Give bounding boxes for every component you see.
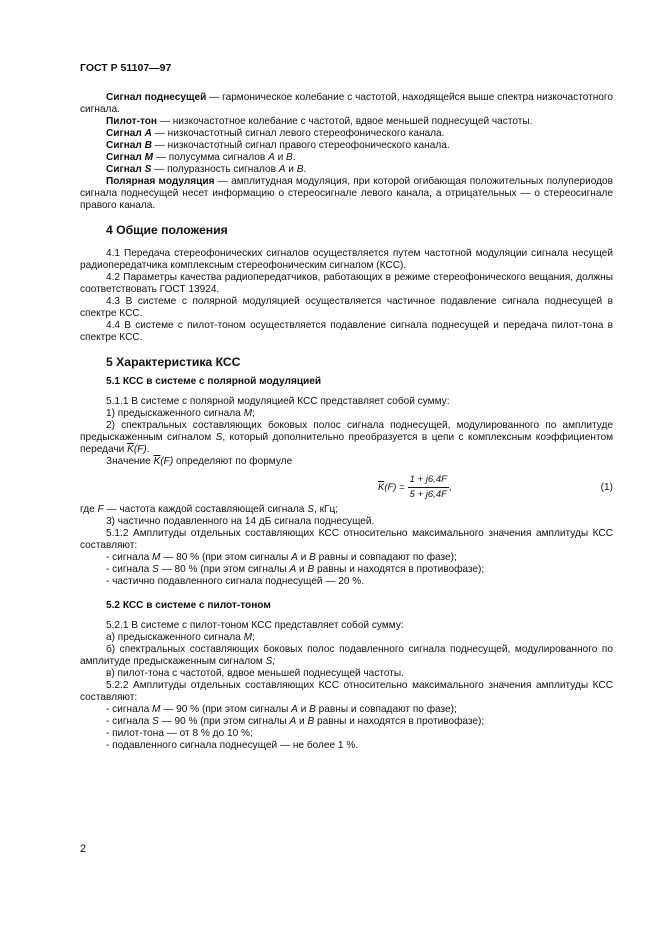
formula-denominator: 5 + j6,4F — [409, 489, 447, 500]
formula-k-symbol: $\overline{K}$ — [378, 481, 385, 493]
standard-code-header: ГОСТ Р 51107—97 — [80, 62, 172, 74]
paragraph-4-3: 4.3 В системе с полярной модуляцией осуществляется частичное подавление сигнала поднесущей в спектре КСС. — [80, 296, 613, 319]
section-4-heading: 4 Общие положения — [106, 223, 228, 237]
formula-numerator: 1 + j6,4F — [408, 474, 449, 488]
formula-number: (1) — [600, 482, 613, 493]
list-item-5-1-2-s: - сигнала S — 80 % (при этом сигналы А и В равны и находятся в противофазе); — [106, 564, 485, 575]
definition-signal-a: Сигнал А — низкочастотный сигнал левого стереофонического канала. — [106, 128, 445, 139]
list-item-5-1-1-3: 3) частично подавленного на 14 дБ сигнала поднесущей. — [106, 516, 375, 527]
paragraph-4-2: 4.2 Параметры качества радиопередатчиков, работающих в режиме стереофонического вещания, должны соответствовать ГОСТ 13924. — [80, 272, 613, 295]
definition-signal-s: Сигнал S — полуразность сигналов А и В. — [106, 164, 307, 175]
definition-subcarrier: Сигнал поднесущей — гармоническое колебание с частотой, находящейся выше спектра низкочастотного сигнала. — [80, 92, 613, 115]
paragraph-4-1: 4.1 Передача стереофонических сигналов осуществляется путем частотной модуляции сигнала несущей радиопередатчика комплексным стереофоническим сигналом (КСС). — [80, 248, 613, 271]
list-item-5-1-2-sub: - частично подавленного сигнала поднесущей — 20 %. — [106, 576, 365, 587]
section-5-1-heading: 5.1 КСС в системе с полярной модуляцией — [106, 376, 322, 387]
paragraph-4-4: 4.4 В системе с пилот-тоном осуществляется подавление сигнала поднесущей и передача пилот-тона в спектре КСС. — [80, 320, 613, 343]
list-item-5-2-1-a: а) предыскаженного сигнала М; — [106, 632, 255, 643]
formula-lhs: (F) = — [384, 481, 405, 493]
paragraph-5-1-2: 5.1.2 Амплитуды отдельных составляющих КСС относительно максимального значения амплитуды КСС составляют: — [80, 528, 613, 551]
list-item-5-2-1-b: б) спектральных составляющих боковых полос подавленного сигнала поднесущей, модулированного по амплитуде предыскаженным сигналом S; — [80, 644, 613, 667]
formula-tail: , — [448, 482, 452, 494]
section-5-2-heading: 5.2 КСС в системе с пилот-тоном — [106, 600, 271, 611]
formula-where: где F — частота каждой составляющей сигнала S, кГц; — [80, 504, 339, 515]
list-item-5-2-2-s: - сигнала S — 90 % (при этом сигналы А и В равны и находятся в противофазе); — [106, 716, 485, 727]
definition-signal-m: Сигнал М — полусумма сигналов А и В. — [106, 152, 296, 163]
list-item-5-2-2-m: - сигнала М — 90 % (при этом сигналы А и В равны и совпадают по фазе); — [106, 704, 457, 715]
paragraph-5-1-1: 5.1.1 В системе с полярной модуляцией КСС представляет собой сумму: — [106, 396, 450, 407]
list-item-5-2-2-sub: - подавленного сигнала поднесущей — не более 1 %. — [106, 740, 359, 751]
list-item-5-1-2-m: - сигнала М — 80 % (при этом сигналы А и В равны и совпадают по фазе); — [106, 552, 457, 563]
formula-1 — [80, 468, 613, 504]
paragraph-5-2-2: 5.2.2 Амплитуды отдельных составляющих КСС относительно максимального значения амплитуды КСС составляют: — [80, 680, 613, 703]
definition-signal-b: Сигнал В — низкочастотный сигнал правого стереофонического канала. — [106, 140, 450, 151]
list-item-5-1-1-2: 2) спектральных составляющих боковых полос сигнала поднесущей, модулированного по амплитуде предыскаженным сигналом S, который дополнительно преобразуется в цепи с комплексным коэффициентом передачи $\overline{K}(F)$. — [80, 420, 614, 455]
page-content — [80, 92, 613, 752]
page-number: 2 — [80, 843, 87, 855]
paragraph-5-2-1: 5.2.1 В системе с пилот-тоном КСС представляет собой сумму: — [106, 620, 404, 631]
list-item-5-2-2-pilot: - пилот-тона — от 8 % до 10 %; — [106, 728, 253, 739]
list-item-5-1-1-1: 1) предыскаженного сигнала М; — [106, 408, 255, 419]
section-5-heading: 5 Характеристика КСС — [106, 355, 241, 369]
list-item-5-2-1-c: в) пилот-тона с частотой, вдвое меньшей поднесущей частоты. — [106, 668, 404, 679]
definition-pilot-tone: Пилот-тон — низкочастотное колебание с частотой, вдвое меньшей поднесущей частоты. — [106, 116, 533, 127]
formula-intro: Значение $\overline{K}(F)$ определяют по формуле — [106, 456, 293, 467]
definition-polar-modulation: Полярная модуляция — амплитудная модуляция, при которой огибающая положительных полупериодов сигнала поднесущей несет информацию о стереосигнале левого канала, а отрицательных — о стереосигнале правого канала. — [80, 176, 613, 211]
